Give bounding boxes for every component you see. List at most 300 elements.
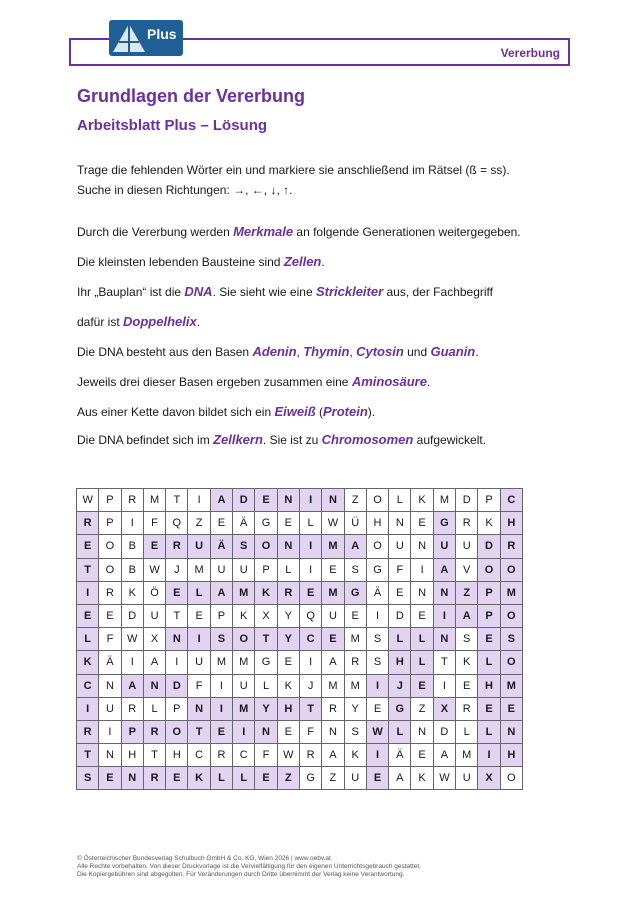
grid-cell: E bbox=[366, 767, 388, 790]
grid-cell: Ä bbox=[210, 535, 232, 558]
grid-row bbox=[77, 767, 523, 790]
sentence-text: dafür ist bbox=[77, 315, 124, 329]
grid-cell: N bbox=[277, 535, 299, 558]
grid-cell: I bbox=[77, 697, 99, 720]
grid-cell: P bbox=[255, 558, 277, 581]
grid-cell: B bbox=[121, 558, 143, 581]
grid-cell: Q bbox=[299, 604, 321, 627]
grid-cell: I bbox=[210, 697, 232, 720]
grid-cell: R bbox=[143, 720, 165, 743]
grid-cell: R bbox=[121, 489, 143, 512]
cloze-sentence bbox=[77, 432, 486, 447]
grid-cell: S bbox=[77, 767, 99, 790]
grid-cell: I bbox=[188, 628, 210, 651]
grid-cell: U bbox=[456, 535, 478, 558]
grid-cell: M bbox=[233, 581, 255, 604]
grid-cell: M bbox=[322, 674, 344, 697]
grid-cell: F bbox=[255, 744, 277, 767]
cloze-sentence bbox=[77, 314, 200, 329]
grid-cell: N bbox=[433, 581, 455, 604]
grid-cell: I bbox=[210, 674, 232, 697]
sentence-text: Jeweils drei dieser Basen ergeben zusammen eine bbox=[77, 375, 352, 389]
grid-cell: C bbox=[233, 744, 255, 767]
grid-cell: Ö bbox=[143, 581, 165, 604]
grid-cell: C bbox=[77, 674, 99, 697]
grid-cell: F bbox=[99, 628, 121, 651]
sentence-text: . bbox=[196, 315, 201, 329]
grid-cell: T bbox=[299, 697, 321, 720]
sentence-text: Die DNA befindet sich im bbox=[77, 433, 214, 447]
grid-cell: W bbox=[143, 558, 165, 581]
grid-cell: W bbox=[322, 512, 344, 535]
grid-cell: L bbox=[478, 720, 500, 743]
grid-cell: E bbox=[411, 604, 433, 627]
logo-text: Plus bbox=[147, 26, 177, 42]
grid-cell: H bbox=[277, 697, 299, 720]
grid-cell: E bbox=[411, 512, 433, 535]
grid-row bbox=[77, 489, 523, 512]
grid-cell: A bbox=[389, 767, 411, 790]
sentence-text: Die kleinsten lebenden Bausteine sind bbox=[77, 255, 284, 269]
grid-cell: Y bbox=[277, 628, 299, 651]
grid-cell: H bbox=[500, 744, 522, 767]
grid-row bbox=[77, 581, 523, 604]
grid-cell: N bbox=[166, 628, 188, 651]
grid-cell: X bbox=[478, 767, 500, 790]
grid-cell: I bbox=[233, 720, 255, 743]
answer-word: Adenin bbox=[252, 344, 297, 359]
grid-cell: I bbox=[299, 535, 321, 558]
grid-cell: Ä bbox=[389, 744, 411, 767]
grid-cell: L bbox=[456, 720, 478, 743]
grid-cell: M bbox=[322, 535, 344, 558]
grid-cell: U bbox=[210, 558, 232, 581]
grid-cell: X bbox=[143, 628, 165, 651]
grid-cell: E bbox=[255, 767, 277, 790]
grid-cell: P bbox=[478, 581, 500, 604]
grid-cell: I bbox=[299, 651, 321, 674]
grid-cell: R bbox=[99, 581, 121, 604]
cloze-sentence bbox=[77, 224, 521, 239]
grid-cell: B bbox=[121, 535, 143, 558]
grid-cell: M bbox=[500, 581, 522, 604]
grid-cell: G bbox=[255, 651, 277, 674]
grid-cell: R bbox=[143, 767, 165, 790]
grid-cell: S bbox=[344, 558, 366, 581]
grid-cell: E bbox=[77, 535, 99, 558]
grid-cell: I bbox=[77, 581, 99, 604]
grid-cell: I bbox=[299, 558, 321, 581]
grid-cell: Ä bbox=[99, 651, 121, 674]
sentence-text: an folgende Generationen weitergegeben. bbox=[293, 225, 521, 239]
answer-word: Doppelhelix bbox=[123, 314, 197, 329]
grid-cell: A bbox=[322, 744, 344, 767]
grid-cell: Q bbox=[166, 512, 188, 535]
grid-cell: M bbox=[322, 581, 344, 604]
grid-cell: Z bbox=[188, 512, 210, 535]
grid-row bbox=[77, 697, 523, 720]
grid-cell: L bbox=[233, 767, 255, 790]
answer-word: Protein bbox=[323, 404, 368, 419]
grid-cell: M bbox=[210, 651, 232, 674]
grid-cell: M bbox=[233, 697, 255, 720]
grid-cell: Y bbox=[255, 697, 277, 720]
grid-cell: T bbox=[143, 744, 165, 767]
grid-cell: R bbox=[210, 744, 232, 767]
page-title: Grundlagen der Vererbung bbox=[77, 86, 306, 106]
intro-line: Suche in diesen Richtungen: →, ←, ↓, ↑. bbox=[77, 183, 293, 197]
grid-cell: H bbox=[366, 512, 388, 535]
grid-cell: N bbox=[411, 720, 433, 743]
grid-cell: D bbox=[478, 535, 500, 558]
grid-cell: E bbox=[166, 581, 188, 604]
grid-cell: R bbox=[344, 651, 366, 674]
footer-line: © Österreichischer Bundesverlag Schulbuch GmbH & Co. KG, Wien 2026 | www.oebv.at bbox=[77, 855, 331, 862]
grid-cell: E bbox=[210, 512, 232, 535]
grid-cell: O bbox=[99, 558, 121, 581]
grid-cell: U bbox=[143, 604, 165, 627]
grid-cell: E bbox=[456, 674, 478, 697]
grid-cell: E bbox=[366, 697, 388, 720]
grid-cell: G bbox=[255, 512, 277, 535]
grid-cell: A bbox=[322, 651, 344, 674]
grid-cell: E bbox=[344, 604, 366, 627]
answer-word: Strickleiter bbox=[315, 284, 384, 299]
grid-cell: K bbox=[255, 581, 277, 604]
grid-cell: I bbox=[121, 651, 143, 674]
grid-cell: H bbox=[478, 674, 500, 697]
answer-word: Eiweiß bbox=[274, 404, 316, 419]
grid-cell: E bbox=[277, 651, 299, 674]
sentence-text: ). bbox=[367, 405, 376, 419]
grid-cell: W bbox=[77, 489, 99, 512]
grid-cell: U bbox=[322, 604, 344, 627]
grid-cell: T bbox=[166, 489, 188, 512]
grid-cell: S bbox=[344, 720, 366, 743]
grid-cell: W bbox=[277, 744, 299, 767]
footer-line: Alle Rechte vorbehalten. Von dieser Druckvorlage ist die Vervielfältigung für den eigenen Unterrichtsgebrauch gestattet. bbox=[77, 863, 421, 870]
grid-cell: A bbox=[456, 604, 478, 627]
grid-cell: N bbox=[411, 581, 433, 604]
sentence-text: , bbox=[296, 345, 304, 359]
grid-cell: J bbox=[166, 558, 188, 581]
grid-cell: W bbox=[433, 767, 455, 790]
grid-cell: D bbox=[456, 489, 478, 512]
cloze-sentence bbox=[77, 284, 493, 299]
sentence-text: . bbox=[426, 375, 431, 389]
grid-cell: U bbox=[99, 697, 121, 720]
grid-cell: R bbox=[277, 581, 299, 604]
grid-cell: K bbox=[344, 744, 366, 767]
grid-cell: T bbox=[166, 604, 188, 627]
grid-cell: N bbox=[389, 512, 411, 535]
grid-cell: L bbox=[411, 651, 433, 674]
grid-cell: Z bbox=[411, 697, 433, 720]
cloze-sentence bbox=[77, 374, 430, 389]
grid-cell: A bbox=[433, 558, 455, 581]
grid-cell: L bbox=[77, 628, 99, 651]
grid-row bbox=[77, 628, 523, 651]
grid-cell: S bbox=[500, 628, 522, 651]
grid-cell: O bbox=[500, 651, 522, 674]
grid-cell: N bbox=[99, 674, 121, 697]
plus-logo bbox=[109, 20, 183, 56]
grid-cell: O bbox=[366, 489, 388, 512]
grid-cell: L bbox=[389, 720, 411, 743]
grid-cell: D bbox=[166, 674, 188, 697]
grid-cell: M bbox=[233, 651, 255, 674]
grid-cell: F bbox=[143, 512, 165, 535]
grid-cell: T bbox=[433, 651, 455, 674]
grid-cell: K bbox=[277, 674, 299, 697]
grid-cell: M bbox=[500, 674, 522, 697]
grid-cell: E bbox=[99, 604, 121, 627]
grid-cell: P bbox=[478, 604, 500, 627]
grid-cell: X bbox=[255, 604, 277, 627]
answer-word: Zellen bbox=[283, 254, 322, 269]
grid-cell: K bbox=[188, 767, 210, 790]
grid-cell: X bbox=[433, 697, 455, 720]
grid-cell: D bbox=[433, 720, 455, 743]
grid-cell: I bbox=[411, 558, 433, 581]
grid-cell: R bbox=[77, 720, 99, 743]
sentence-text: aufgewickelt. bbox=[413, 433, 487, 447]
grid-cell: E bbox=[99, 767, 121, 790]
footer-line: Die Kopiergebühren sind abgegolten. Für Veränderungen durch Dritte übernimmt der Verlag keine Verantwortung. bbox=[77, 871, 405, 878]
answer-word: Aminosäure bbox=[351, 374, 427, 389]
grid-cell: P bbox=[166, 697, 188, 720]
grid-cell: D bbox=[121, 604, 143, 627]
grid-cell: L bbox=[389, 628, 411, 651]
grid-cell: O bbox=[500, 558, 522, 581]
grid-cell: G bbox=[344, 581, 366, 604]
grid-cell: M bbox=[143, 489, 165, 512]
grid-cell: Z bbox=[277, 767, 299, 790]
grid-cell: E bbox=[322, 628, 344, 651]
grid-cell: U bbox=[456, 767, 478, 790]
grid-cell: N bbox=[433, 628, 455, 651]
grid-cell: T bbox=[77, 558, 99, 581]
grid-cell: K bbox=[121, 581, 143, 604]
grid-cell: F bbox=[188, 674, 210, 697]
grid-cell: D bbox=[389, 604, 411, 627]
grid-cell: R bbox=[456, 697, 478, 720]
grid-cell: O bbox=[500, 767, 522, 790]
grid-cell: K bbox=[411, 767, 433, 790]
grid-cell: E bbox=[255, 489, 277, 512]
sentence-text: . Sie ist zu bbox=[262, 433, 322, 447]
grid-cell: E bbox=[389, 581, 411, 604]
grid-cell: N bbox=[99, 744, 121, 767]
grid-cell: G bbox=[389, 697, 411, 720]
grid-cell: F bbox=[299, 720, 321, 743]
grid-cell: L bbox=[299, 512, 321, 535]
grid-cell: I bbox=[433, 674, 455, 697]
grid-cell: L bbox=[389, 489, 411, 512]
sentence-text: und bbox=[403, 345, 431, 359]
grid-cell: U bbox=[188, 651, 210, 674]
grid-cell: I bbox=[166, 651, 188, 674]
grid-cell: E bbox=[500, 697, 522, 720]
grid-cell: L bbox=[478, 651, 500, 674]
grid-cell: G bbox=[299, 767, 321, 790]
grid-cell: P bbox=[121, 720, 143, 743]
grid-cell: Y bbox=[344, 697, 366, 720]
grid-cell: I bbox=[366, 604, 388, 627]
grid-cell: O bbox=[99, 535, 121, 558]
grid-cell: R bbox=[299, 744, 321, 767]
sentence-text: . bbox=[475, 345, 479, 359]
grid-cell: I bbox=[121, 512, 143, 535]
grid-cell: M bbox=[344, 628, 366, 651]
footer bbox=[77, 855, 421, 879]
grid-cell: E bbox=[166, 767, 188, 790]
grid-cell: U bbox=[188, 535, 210, 558]
grid-cell: D bbox=[233, 489, 255, 512]
grid-cell: K bbox=[478, 512, 500, 535]
answer-word: Cytosin bbox=[356, 344, 404, 359]
grid-row bbox=[77, 674, 523, 697]
grid-cell: Z bbox=[344, 489, 366, 512]
header-topic-label: Vererbung bbox=[500, 46, 560, 60]
grid-cell: F bbox=[389, 558, 411, 581]
grid-cell: E bbox=[478, 697, 500, 720]
grid-cell: N bbox=[277, 489, 299, 512]
sentence-text: Ihr „Bauplan“ ist die bbox=[77, 285, 185, 299]
grid-cell: P bbox=[478, 489, 500, 512]
grid-cell: N bbox=[188, 697, 210, 720]
grid-cell: R bbox=[456, 512, 478, 535]
cloze-sentence bbox=[77, 344, 479, 359]
grid-cell: A bbox=[344, 535, 366, 558]
grid-cell: A bbox=[433, 744, 455, 767]
grid-cell: E bbox=[299, 581, 321, 604]
grid-cell: I bbox=[366, 744, 388, 767]
grid-cell: Ü bbox=[344, 512, 366, 535]
intro-line: Trage die fehlenden Wörter ein und markiere sie anschließend im Rätsel (ß = ss). bbox=[77, 163, 510, 177]
grid-cell: Ä bbox=[233, 512, 255, 535]
sentence-text: . bbox=[321, 255, 325, 269]
grid-cell: I bbox=[366, 674, 388, 697]
answer-word: Merkmale bbox=[233, 224, 294, 239]
grid-cell: O bbox=[255, 535, 277, 558]
grid-cell: N bbox=[143, 674, 165, 697]
grid-cell: G bbox=[366, 558, 388, 581]
answer-word: Zellkern bbox=[213, 432, 263, 447]
grid-row bbox=[77, 535, 523, 558]
grid-cell: C bbox=[188, 744, 210, 767]
grid-cell: U bbox=[344, 767, 366, 790]
grid-cell: O bbox=[478, 558, 500, 581]
grid-cell: I bbox=[188, 489, 210, 512]
grid-cell: O bbox=[366, 535, 388, 558]
grid-cell: N bbox=[255, 720, 277, 743]
grid-cell: A bbox=[210, 581, 232, 604]
answer-word: Guanin bbox=[430, 344, 476, 359]
grid-cell: Ä bbox=[366, 581, 388, 604]
answer-word: DNA bbox=[184, 284, 213, 299]
grid-cell: C bbox=[299, 628, 321, 651]
grid-cell: V bbox=[456, 558, 478, 581]
grid-cell: R bbox=[166, 535, 188, 558]
grid-cell: H bbox=[389, 651, 411, 674]
grid-cell: I bbox=[478, 744, 500, 767]
grid-cell: E bbox=[77, 604, 99, 627]
grid-cell: E bbox=[411, 674, 433, 697]
grid-cell: W bbox=[121, 628, 143, 651]
grid-row bbox=[77, 651, 523, 674]
grid-cell: H bbox=[166, 744, 188, 767]
grid-cell: C bbox=[500, 489, 522, 512]
grid-cell: H bbox=[500, 512, 522, 535]
grid-cell: I bbox=[299, 489, 321, 512]
grid-row bbox=[77, 720, 523, 743]
grid-cell: O bbox=[233, 628, 255, 651]
grid-cell: M bbox=[433, 489, 455, 512]
grid-cell: A bbox=[143, 651, 165, 674]
grid-cell: M bbox=[456, 744, 478, 767]
grid-cell: T bbox=[188, 720, 210, 743]
grid-cell: S bbox=[210, 628, 232, 651]
grid-cell: I bbox=[433, 604, 455, 627]
grid-cell: E bbox=[411, 744, 433, 767]
grid-cell: M bbox=[344, 674, 366, 697]
grid-cell: P bbox=[210, 604, 232, 627]
grid-cell: I bbox=[99, 720, 121, 743]
grid-cell: Z bbox=[322, 767, 344, 790]
grid-cell: L bbox=[277, 558, 299, 581]
grid-cell: T bbox=[255, 628, 277, 651]
sentence-text: Die DNA besteht aus den Basen bbox=[77, 345, 253, 359]
pyramid-icon bbox=[109, 20, 149, 56]
grid-cell: N bbox=[322, 489, 344, 512]
grid-cell: K bbox=[456, 651, 478, 674]
grid-cell: N bbox=[322, 720, 344, 743]
grid-cell: T bbox=[77, 744, 99, 767]
grid-cell: A bbox=[210, 489, 232, 512]
page-subtitle: Arbeitsblatt Plus – Lösung bbox=[77, 117, 268, 134]
grid-cell: P bbox=[99, 512, 121, 535]
sentence-text: , bbox=[349, 345, 357, 359]
grid-cell: L bbox=[210, 767, 232, 790]
grid-cell: P bbox=[99, 489, 121, 512]
grid-row bbox=[77, 512, 523, 535]
grid-cell: U bbox=[433, 535, 455, 558]
grid-cell: N bbox=[121, 767, 143, 790]
grid-cell: W bbox=[366, 720, 388, 743]
grid-cell: S bbox=[233, 535, 255, 558]
sentence-text: Aus einer Kette davon bildet sich ein bbox=[77, 405, 275, 419]
grid-cell: E bbox=[210, 720, 232, 743]
grid-cell: H bbox=[121, 744, 143, 767]
grid-cell: N bbox=[411, 535, 433, 558]
grid-cell: R bbox=[121, 697, 143, 720]
answer-word: Chromosomen bbox=[321, 432, 414, 447]
grid-row bbox=[77, 604, 523, 627]
grid-cell: E bbox=[277, 720, 299, 743]
grid-cell: G bbox=[433, 512, 455, 535]
grid-cell: U bbox=[233, 558, 255, 581]
grid-cell: Y bbox=[277, 604, 299, 627]
grid-cell: E bbox=[143, 535, 165, 558]
grid-cell: U bbox=[233, 674, 255, 697]
grid-cell: K bbox=[77, 651, 99, 674]
grid-row bbox=[77, 744, 523, 767]
grid-cell: J bbox=[299, 674, 321, 697]
grid-cell: R bbox=[322, 697, 344, 720]
grid-cell: S bbox=[456, 628, 478, 651]
grid-cell: L bbox=[143, 697, 165, 720]
